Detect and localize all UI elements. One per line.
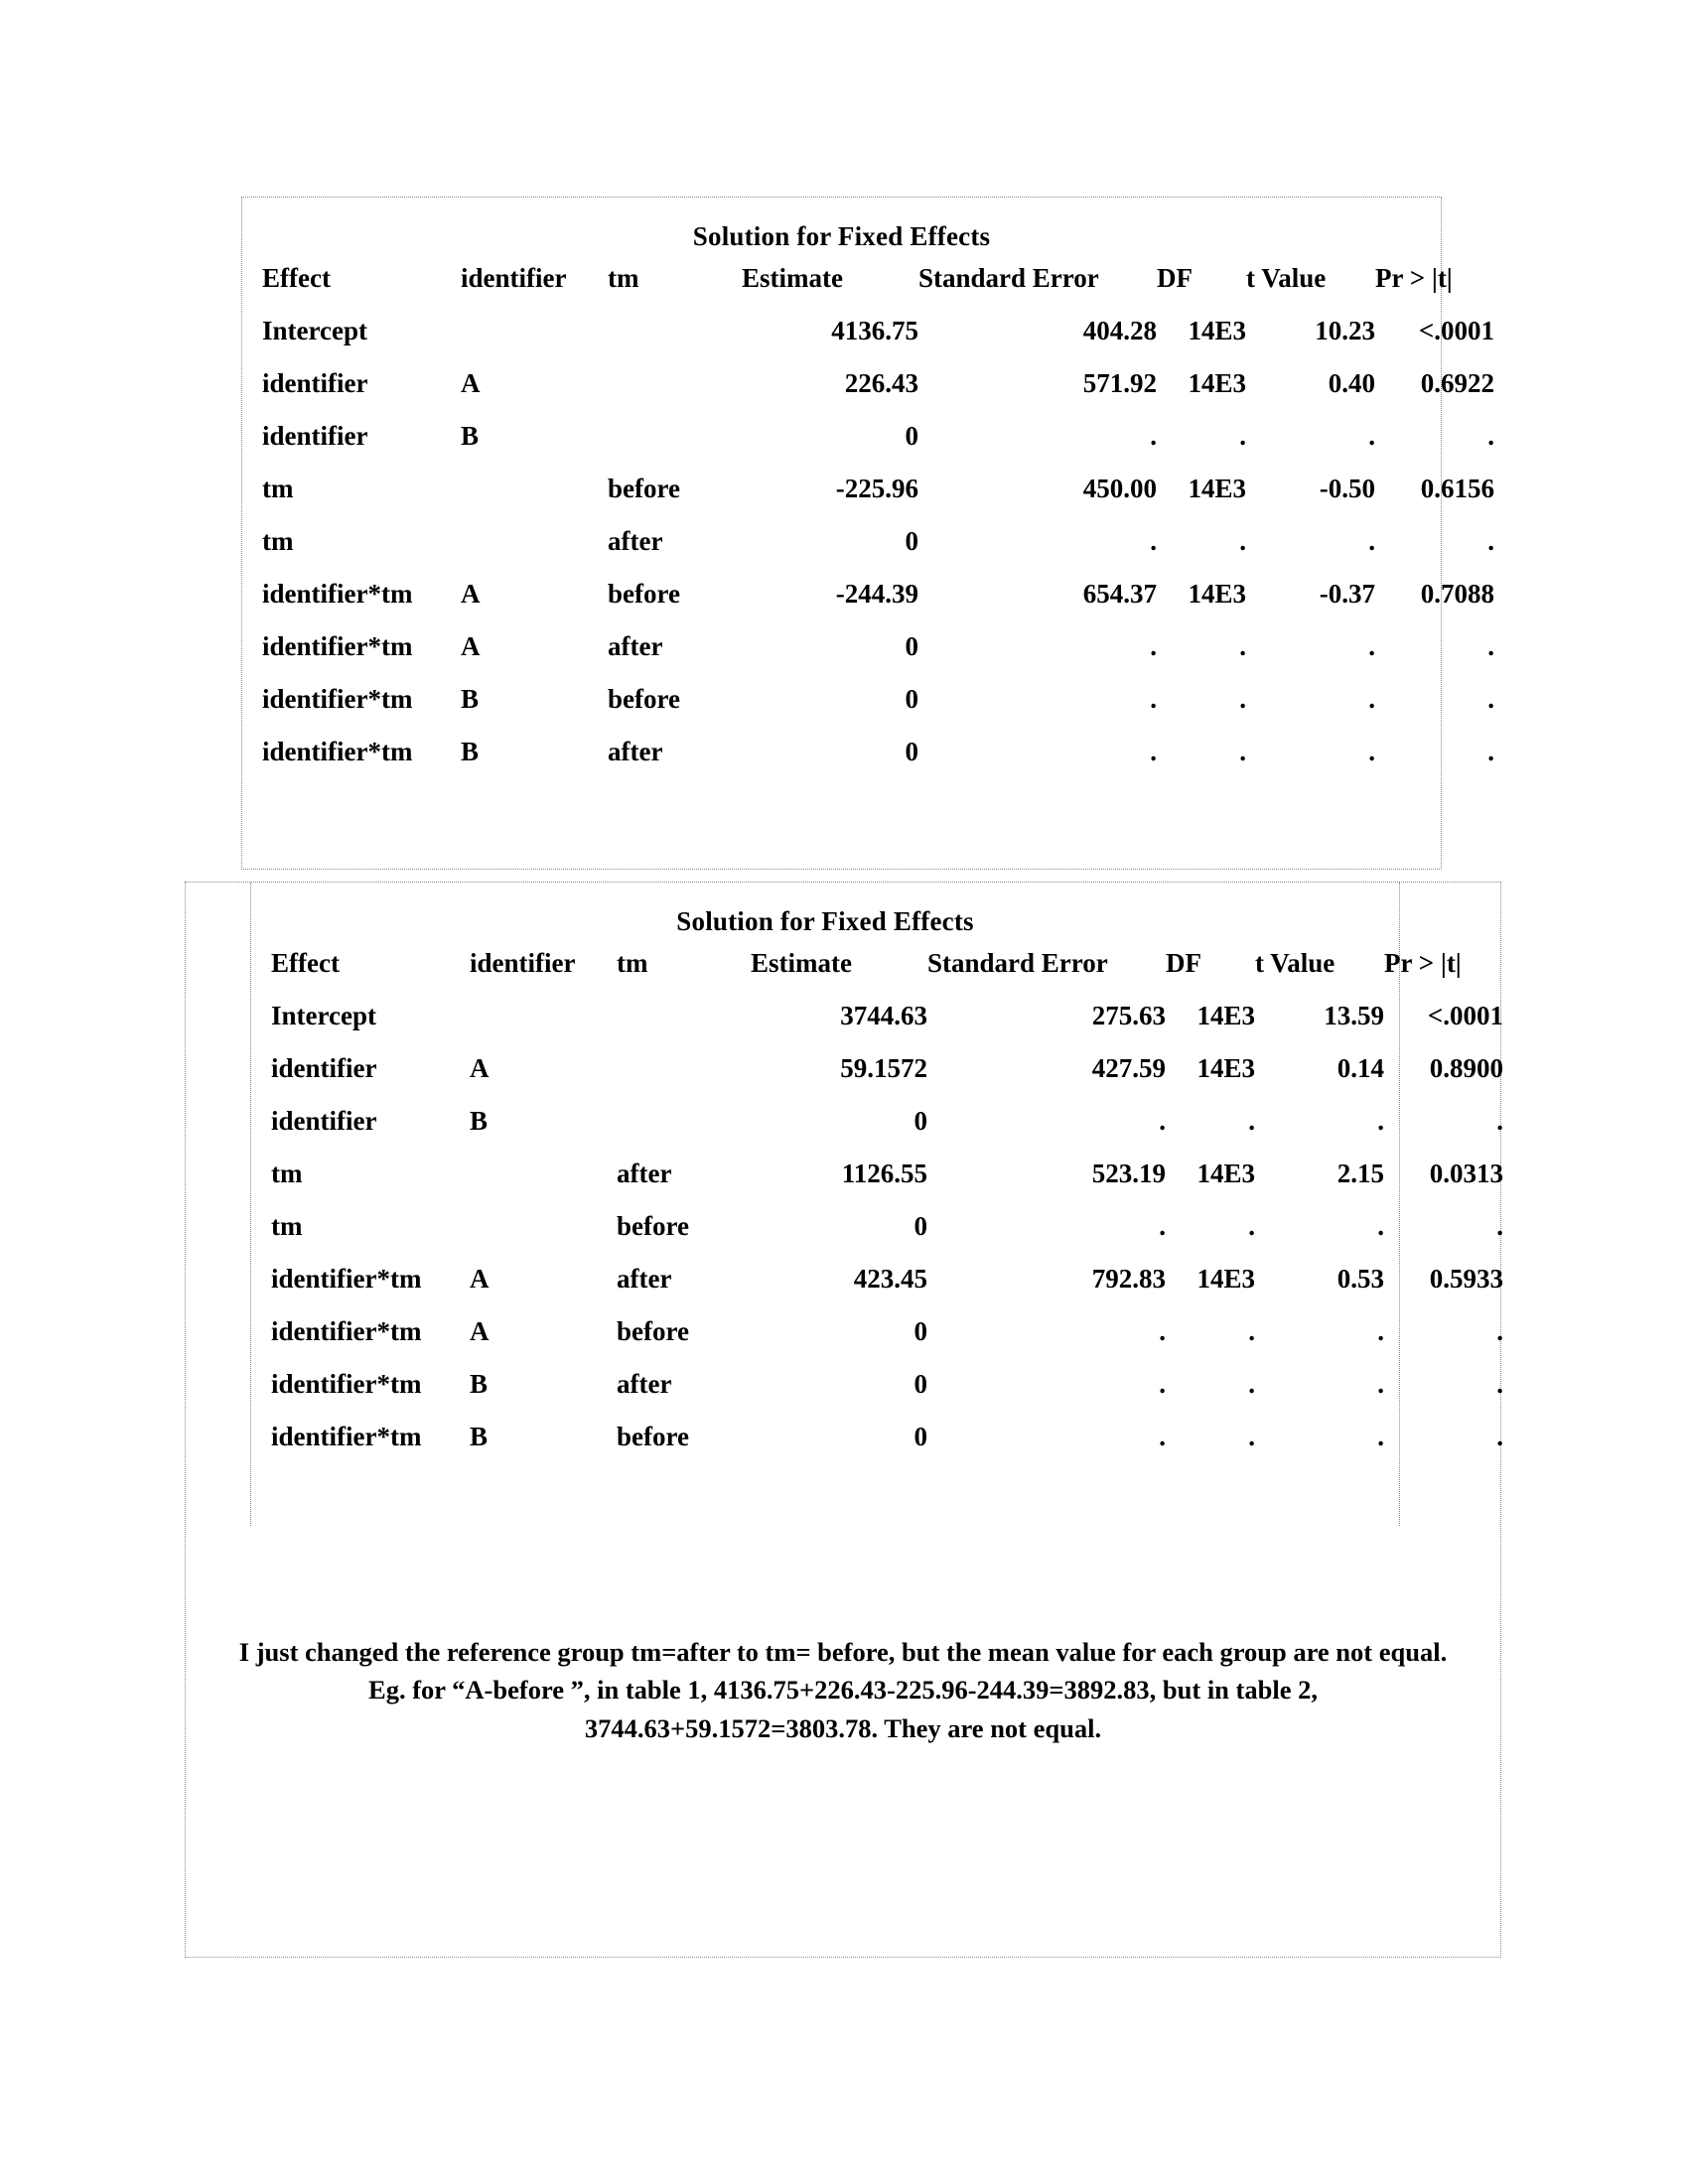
cell-p-value: 0.7088 [1420, 579, 1494, 609]
cell-tm: before [608, 684, 680, 714]
cell-t-value: 0.14 [1336, 1053, 1384, 1083]
cell-standard-error: . [1159, 1106, 1166, 1136]
cell-effect: identifier*tm [262, 579, 413, 609]
cell-standard-error: . [1159, 1369, 1166, 1399]
cell-tm [608, 410, 742, 463]
cell-identifier: B [461, 737, 480, 766]
column-header-t-value: t Value [1255, 948, 1336, 978]
cell-effect: identifier*tm [271, 1369, 422, 1399]
cell-t-value: . [1368, 526, 1375, 556]
cell-t-value: 2.15 [1336, 1159, 1384, 1188]
cell-tm: before [617, 1211, 689, 1241]
cell-estimate: 59.1572 [840, 1053, 927, 1083]
column-header-estimate: Estimate [751, 948, 852, 978]
cell-t-value: 0.40 [1328, 368, 1375, 398]
cell-p-value: 0.6922 [1420, 368, 1494, 398]
cell-identifier: A [461, 631, 481, 661]
cell-tm: after [608, 631, 663, 661]
cell-effect: identifier*tm [262, 631, 413, 661]
cell-t-value: . [1368, 421, 1375, 451]
cell-estimate: 1126.55 [841, 1159, 927, 1188]
cell-p-value: <.0001 [1427, 1001, 1503, 1030]
cell-df: . [1248, 1369, 1255, 1399]
cell-effect: identifier [262, 421, 368, 451]
cell-p-value: 0.5933 [1429, 1264, 1503, 1294]
table-row [242, 357, 1510, 410]
table-header-row [242, 252, 1510, 305]
table-header-row [251, 937, 1519, 990]
cell-identifier [461, 463, 608, 515]
cell-p-value: . [1496, 1211, 1503, 1241]
cell-df: 14E3 [1188, 368, 1246, 398]
table-row [251, 990, 1519, 1042]
cell-identifier: B [470, 1369, 489, 1399]
cell-standard-error: 571.92 [1082, 368, 1157, 398]
cell-t-value: . [1377, 1369, 1384, 1399]
table-2-inner-frame [250, 883, 1503, 1526]
cell-effect: tm [271, 1211, 303, 1241]
cell-df: . [1239, 421, 1246, 451]
cell-standard-error: 404.28 [1082, 316, 1157, 345]
cell-p-value: . [1496, 1316, 1503, 1346]
cell-standard-error: . [1150, 526, 1157, 556]
column-header-effect: Effect [262, 263, 331, 293]
cell-estimate: 3744.63 [840, 1001, 927, 1030]
cell-effect: tm [271, 1159, 303, 1188]
cell-t-value: . [1368, 631, 1375, 661]
table-row [242, 568, 1510, 620]
cell-estimate: -225.96 [835, 474, 918, 503]
cell-estimate: 0 [914, 1211, 927, 1241]
cell-tm: after [617, 1159, 672, 1188]
cell-df: 14E3 [1188, 316, 1246, 345]
column-header-standard-error: Standard Error [918, 263, 1099, 293]
column-header-p-value: Pr > |t| [1375, 263, 1453, 293]
table-row [242, 726, 1510, 778]
cell-tm: before [617, 1316, 689, 1346]
cell-estimate: 0 [905, 737, 918, 766]
cell-effect: identifier*tm [262, 737, 413, 766]
table-row [251, 1358, 1519, 1411]
cell-tm [617, 990, 751, 1042]
cell-identifier [461, 515, 608, 568]
cell-identifier [470, 1148, 617, 1200]
cell-t-value: . [1368, 684, 1375, 714]
cell-identifier: A [470, 1264, 490, 1294]
column-header-identifier: identifier [461, 263, 567, 293]
cell-identifier [461, 305, 608, 357]
cell-estimate: 0 [905, 684, 918, 714]
cell-estimate: 0 [905, 421, 918, 451]
cell-standard-error: . [1159, 1316, 1166, 1346]
cell-df: 14E3 [1196, 1159, 1255, 1188]
cell-standard-error: . [1159, 1211, 1166, 1241]
table-row [251, 1253, 1519, 1305]
cell-t-value: 13.59 [1324, 1001, 1384, 1030]
cell-tm [617, 1095, 751, 1148]
cell-df: . [1239, 526, 1246, 556]
cell-p-value: . [1487, 684, 1494, 714]
cell-standard-error: . [1150, 421, 1157, 451]
table-2-title: Solution for Fixed Effects [676, 906, 974, 936]
cell-t-value: . [1377, 1316, 1384, 1346]
cell-p-value: . [1496, 1106, 1503, 1136]
cell-estimate: 4136.75 [831, 316, 918, 345]
table-row [242, 515, 1510, 568]
cell-t-value: . [1377, 1211, 1384, 1241]
cell-df: . [1248, 1211, 1255, 1241]
cell-t-value: 0.53 [1336, 1264, 1384, 1294]
column-header-effect: Effect [271, 948, 340, 978]
cell-t-value: -0.37 [1319, 579, 1375, 609]
fixed-effects-table-1-container [241, 197, 1494, 870]
column-header-df: DF [1166, 948, 1201, 978]
cell-p-value: . [1496, 1422, 1503, 1451]
column-header-tm: tm [617, 948, 648, 978]
cell-effect: identifier*tm [271, 1264, 422, 1294]
cell-standard-error: 275.63 [1091, 1001, 1166, 1030]
column-header-tm: tm [608, 263, 639, 293]
cell-identifier [470, 990, 617, 1042]
cell-df: 14E3 [1188, 579, 1246, 609]
cell-tm: after [608, 526, 663, 556]
cell-effect: tm [262, 474, 294, 503]
cell-identifier: B [461, 421, 480, 451]
cell-df: . [1248, 1106, 1255, 1136]
cell-effect: identifier*tm [271, 1422, 422, 1451]
cell-tm: after [608, 737, 663, 766]
cell-df: . [1239, 737, 1246, 766]
cell-estimate: 0 [905, 631, 918, 661]
cell-tm: before [608, 474, 680, 503]
cell-estimate: -244.39 [835, 579, 918, 609]
cell-p-value: 0.6156 [1420, 474, 1494, 503]
cell-df: 14E3 [1188, 474, 1246, 503]
cell-df: 14E3 [1196, 1053, 1255, 1083]
cell-t-value: . [1368, 737, 1375, 766]
column-header-df: DF [1157, 263, 1193, 293]
table-row [242, 673, 1510, 726]
cell-estimate: 0 [914, 1369, 927, 1399]
cell-t-value: 10.23 [1315, 316, 1375, 345]
cell-identifier [470, 1200, 617, 1253]
cell-tm [608, 305, 742, 357]
cell-effect: identifier [262, 368, 368, 398]
cell-p-value: 0.0313 [1429, 1159, 1503, 1188]
cell-identifier: A [470, 1316, 490, 1346]
table-row [242, 620, 1510, 673]
column-header-identifier: identifier [470, 948, 576, 978]
cell-standard-error: 523.19 [1091, 1159, 1166, 1188]
cell-t-value: . [1377, 1422, 1384, 1451]
cell-standard-error: 427.59 [1091, 1053, 1166, 1083]
cell-df: 14E3 [1196, 1001, 1255, 1030]
column-header-p-value: Pr > |t| [1384, 948, 1462, 978]
cell-tm [608, 357, 742, 410]
cell-identifier: A [461, 579, 481, 609]
cell-standard-error: . [1150, 631, 1157, 661]
cell-estimate: 0 [914, 1316, 927, 1346]
cell-p-value: . [1496, 1369, 1503, 1399]
cell-estimate: 0 [905, 526, 918, 556]
cell-tm: before [617, 1422, 689, 1451]
table-row [251, 1042, 1519, 1095]
column-header-estimate: Estimate [742, 263, 843, 293]
column-header-t-value: t Value [1246, 263, 1327, 293]
table-1-title: Solution for Fixed Effects [692, 221, 991, 251]
cell-effect: identifier*tm [262, 684, 413, 714]
cell-standard-error: . [1150, 684, 1157, 714]
table-row [251, 1200, 1519, 1253]
cell-estimate: 0 [914, 1106, 927, 1136]
cell-identifier: B [470, 1106, 489, 1136]
fixed-effects-table-2 [251, 937, 1519, 1463]
cell-standard-error: . [1150, 737, 1157, 766]
cell-estimate: 0 [914, 1422, 927, 1451]
cell-estimate: 423.45 [853, 1264, 927, 1294]
cell-effect: identifier [271, 1106, 377, 1136]
cell-effect: identifier [271, 1053, 377, 1083]
cell-standard-error: 654.37 [1082, 579, 1157, 609]
fixed-effects-table-1 [242, 252, 1510, 778]
cell-p-value: . [1487, 526, 1494, 556]
cell-identifier: B [461, 684, 480, 714]
cell-effect: tm [262, 526, 294, 556]
explanatory-note: I just changed the reference group tm=after to tm= before, but the mean value for each group are not equal. Eg. for “A-before ”, in table 1, 4136.75+226.43-225.96-244.39=3892.83, but in table 2, 3744.63+59.1572=3803.78. They are not equal. [238, 1637, 1448, 1743]
table-row [242, 410, 1510, 463]
table-row [242, 463, 1510, 515]
cell-tm: before [608, 579, 680, 609]
table-row [242, 305, 1510, 357]
cell-identifier: A [470, 1053, 490, 1083]
cell-tm [617, 1042, 751, 1095]
cell-df: 14E3 [1196, 1264, 1255, 1294]
cell-standard-error: . [1159, 1422, 1166, 1451]
cell-p-value: 0.8900 [1429, 1053, 1503, 1083]
cell-effect: Intercept [271, 1001, 376, 1030]
cell-t-value: . [1377, 1106, 1384, 1136]
cell-df: . [1239, 684, 1246, 714]
cell-t-value: -0.50 [1319, 474, 1375, 503]
cell-effect: Intercept [262, 316, 367, 345]
column-header-standard-error: Standard Error [927, 948, 1108, 978]
table-row [251, 1411, 1519, 1463]
table-row [251, 1148, 1519, 1200]
cell-standard-error: 450.00 [1082, 474, 1157, 503]
cell-identifier: A [461, 368, 481, 398]
cell-tm: after [617, 1264, 672, 1294]
cell-p-value: . [1487, 421, 1494, 451]
cell-df: . [1248, 1316, 1255, 1346]
cell-estimate: 226.43 [844, 368, 918, 398]
cell-identifier: B [470, 1422, 489, 1451]
fixed-effects-table-2-container [185, 882, 1501, 1958]
cell-df: . [1239, 631, 1246, 661]
cell-p-value: <.0001 [1418, 316, 1494, 345]
cell-df: . [1248, 1422, 1255, 1451]
cell-p-value: . [1487, 631, 1494, 661]
cell-p-value: . [1487, 737, 1494, 766]
cell-effect: identifier*tm [271, 1316, 422, 1346]
table-row [251, 1095, 1519, 1148]
cell-tm: after [617, 1369, 672, 1399]
table-row [251, 1305, 1519, 1358]
cell-standard-error: 792.83 [1091, 1264, 1166, 1294]
